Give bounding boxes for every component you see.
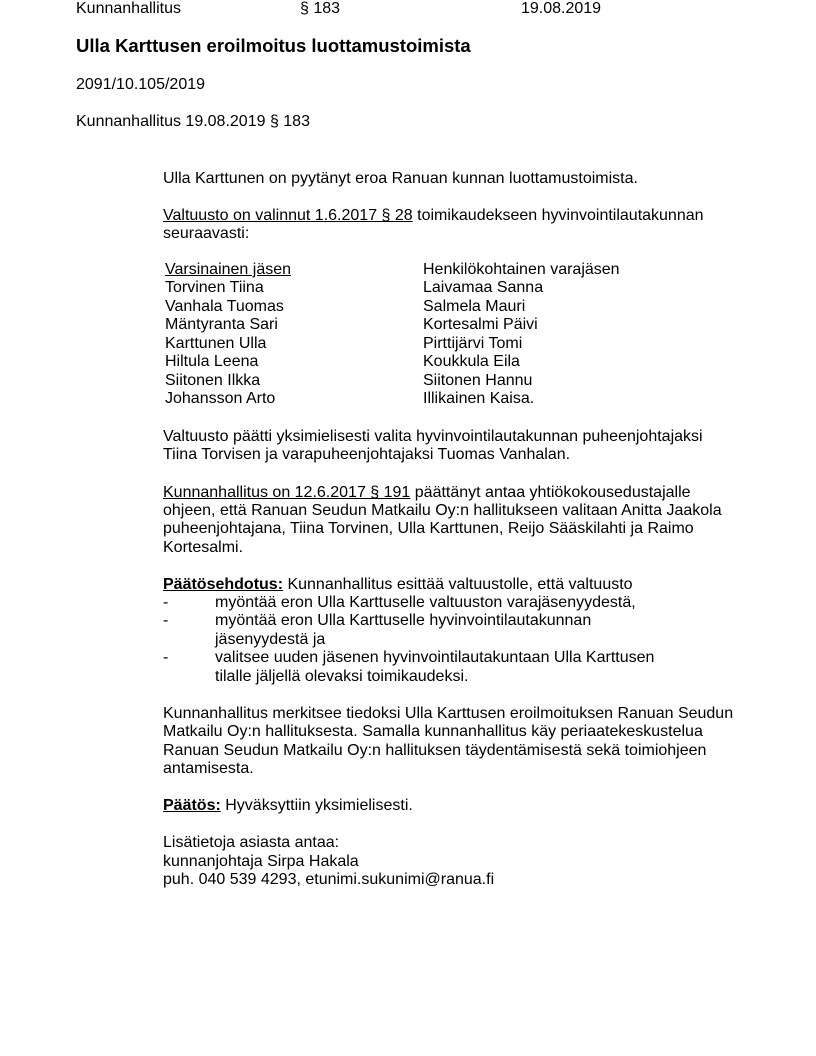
intro-text: Ulla Karttunen on pyytänyt eroa Ranuan kunnan luottamustoimista. [163, 170, 638, 187]
decision-label: Päätös: [163, 797, 221, 814]
board-para-line: puheenjohtajana, Tiina Torvinen, Ulla Karttunen, Reijo Sääskilahti ja Raimo [163, 520, 694, 537]
contact-details[interactable]: puh. 040 539 4293, etunimi.sukunimi@ranua.fi [163, 871, 495, 888]
bullet: - [163, 594, 169, 611]
deputy-name: Koukkula Eila [423, 353, 520, 370]
proposal-label: Päätösehdotus: [163, 576, 284, 593]
council-decision-line2: seuraavasti: [163, 225, 250, 242]
bullet: - [163, 612, 169, 629]
member-name: Torvinen Tiina [165, 279, 264, 296]
proposal-item-cont: tilalle jäljellä olevaksi toimikaudeksi. [215, 668, 469, 685]
header-body: Kunnanhallitus [76, 0, 181, 17]
note-para-line: antamisesta. [163, 760, 254, 777]
proposal-item-cont: jäsenyydestä ja [215, 631, 326, 648]
column-header-member: Varsinainen jäsen [165, 261, 292, 278]
deputy-name: Pirttijärvi Tomi [423, 334, 523, 352]
board-decision-link[interactable]: Kunnanhallitus on 12.6.2017 § 191 [163, 484, 411, 501]
deputy-name: Siitonen Hannu [423, 371, 533, 389]
proposal-intro [163, 576, 633, 594]
deputy-name: Illikainen Kaisa. [423, 390, 535, 407]
note-para-line: Ranuan Seudun Matkailu Oy:n hallituksen täydentämisestä sekä toimiohjeen [163, 742, 707, 759]
document-title: Ulla Karttusen eroilmoitus luottamustoimista [76, 35, 471, 56]
member-name: Johansson Arto [165, 390, 276, 407]
proposal-item: myöntää eron Ulla Karttuselle hyvinvointilautakunnan [215, 612, 592, 629]
chair-para-line: Valtuusto päätti yksimielisesti valita hyvinvointilautakunnan puheenjohtajaksi [163, 428, 703, 445]
deputy-name: Salmela Mauri [423, 297, 526, 315]
header-section: § 183 [300, 0, 341, 17]
board-para-text: päättänyt antaa yhtiökokousedustajalle [410, 484, 691, 501]
column-header-deputy: Henkilökohtainen varajäsen [423, 261, 620, 278]
member-name: Hiltula Leena [165, 353, 259, 370]
contact-line: Lisätietoja asiasta antaa: [163, 834, 340, 851]
decision-text: Hyväksyttiin yksimielisesti. [220, 797, 413, 814]
proposal-text: Kunnanhallitus esittää valtuustolle, että valtuusto [283, 576, 633, 593]
proposal-item: myöntää eron Ulla Karttuselle valtuuston varajäsenyydestä, [215, 594, 636, 611]
deputy-name: Laivamaa Sanna [423, 279, 544, 296]
board-para-line: ohjeen, että Ranuan Seudun Matkailu Oy:n hallitukseen valitaan Anitta Jaakola [163, 502, 722, 519]
member-name: Siitonen Ilkka [165, 371, 261, 389]
deputy-name: Kortesalmi Päivi [423, 316, 538, 333]
member-name: Karttunen Ulla [165, 334, 267, 352]
decision-line [163, 797, 413, 815]
board-para-line: Kortesalmi. [163, 539, 244, 556]
note-para-line: Kunnanhallitus merkitsee tiedoksi Ulla Karttusen eroilmoituksen Ranuan Seudun [163, 705, 734, 722]
council-decision-text: toimikaudekseen hyvinvointilautakunnan [412, 207, 704, 224]
council-decision-line [163, 207, 704, 225]
note-para-line: Matkailu Oy:n hallituksesta. Samalla kunnanhallitus käy periaatekeskustelua [163, 723, 703, 740]
meeting-ref: Kunnanhallitus 19.08.2019 § 183 [76, 113, 310, 130]
header-date: 19.08.2019 [521, 0, 602, 17]
chair-para-line: Tiina Torvisen ja varapuheenjohtajaksi Tuomas Vanhalan. [163, 446, 571, 463]
council-decision-link[interactable]: Valtuusto on valinnut 1.6.2017 § 28 [163, 207, 413, 224]
record-id: 2091/10.105/2019 [76, 76, 206, 93]
bullet: - [163, 649, 169, 666]
member-name: Vanhala Tuomas [165, 297, 284, 315]
contact-name: kunnanjohtaja Sirpa Hakala [163, 853, 359, 870]
member-name: Mäntyranta Sari [165, 316, 278, 333]
board-para-line [163, 484, 691, 502]
proposal-item: valitsee uuden jäsenen hyvinvointilautakuntaan Ulla Karttusen [215, 649, 655, 666]
